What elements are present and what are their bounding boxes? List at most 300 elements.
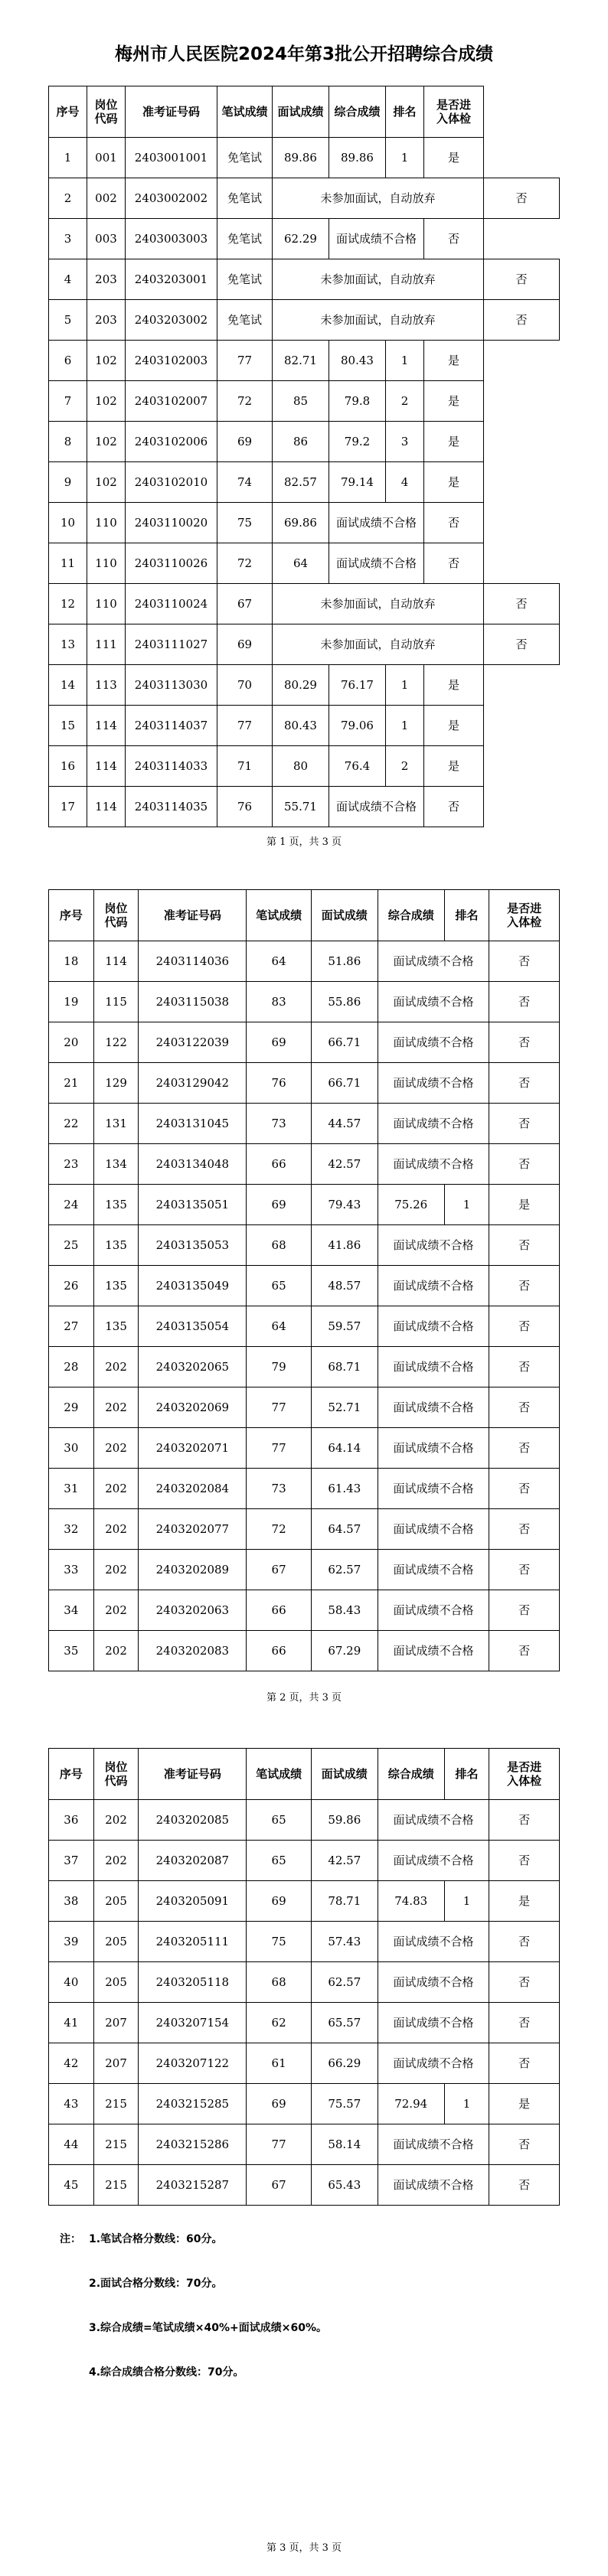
cell-physical-exam: 否 [489,1387,560,1428]
cell-remark: 未参加面试，自动放弃 [273,300,484,341]
column-header: 面试成绩 [311,890,378,941]
cell-written-score: 66 [247,1590,312,1631]
column-header: 排名 [444,1749,489,1800]
cell-written-score: 69 [247,1022,312,1063]
cell-written-score: 67 [247,2165,312,2206]
table-row [49,219,560,259]
table-row [49,2043,560,2084]
cell-interview-score: 62.57 [311,1550,378,1590]
cell-number: 44 [49,2124,94,2165]
cell-remark: 面试成绩不合格 [378,1225,489,1266]
cell-number: 14 [49,665,87,706]
cell-number: 27 [49,1306,94,1347]
column-header: 岗位 代码 [87,86,126,138]
cell-position-code: 202 [93,1347,139,1387]
cell-exam-id: 2403114037 [126,706,217,746]
cell-total-score: 76.4 [329,746,386,787]
cell-written-score: 77 [247,2124,312,2165]
cell-physical-exam: 否 [489,1428,560,1469]
cell-number: 22 [49,1104,94,1144]
cell-position-code: 110 [87,584,126,624]
cell-remark: 面试成绩不合格 [378,1266,489,1306]
cell-written-score: 71 [217,746,273,787]
table-row [49,2084,560,2124]
table-row [49,1306,560,1347]
cell-written-score: 83 [247,982,312,1022]
cell-physical-exam: 是 [424,138,484,178]
cell-exam-id: 2403131045 [139,1104,247,1144]
score-table-page-3 [48,1748,560,2206]
cell-remark: 面试成绩不合格 [378,1387,489,1428]
note-item: 2.面试合格分数线：70分。 [89,2278,223,2290]
table-row [49,584,560,624]
table-row [49,1962,560,2003]
cell-interview-score: 89.86 [273,138,329,178]
cell-exam-id: 2403202077 [139,1509,247,1550]
cell-written-score: 73 [247,1469,312,1509]
page-footer-3: 第 3 页，共 3 页 [266,2542,342,2554]
cell-position-code: 205 [93,1962,139,2003]
cell-rank: 1 [444,1881,489,1922]
cell-position-code: 202 [93,1387,139,1428]
cell-interview-score: 55.86 [311,982,378,1022]
cell-number: 36 [49,1800,94,1841]
table-row [49,2124,560,2165]
column-header: 岗位 代码 [93,1749,139,1800]
cell-interview-score: 85 [273,381,329,422]
cell-position-code: 003 [87,219,126,259]
table-row [49,624,560,665]
table-row [49,1428,560,1469]
note-item: 4.综合成绩合格分数线：70分。 [89,2366,244,2379]
column-header: 准考证号码 [139,890,247,941]
cell-interview-score: 48.57 [311,1266,378,1306]
cell-number: 8 [49,422,87,462]
cell-physical-exam: 否 [484,259,560,300]
cell-physical-exam: 是 [489,1881,560,1922]
cell-exam-id: 2403003003 [126,219,217,259]
column-header: 面试成绩 [273,86,329,138]
cell-written-score: 免笔试 [217,300,273,341]
table-row [49,422,560,462]
cell-number: 24 [49,1185,94,1225]
table-row [49,178,560,219]
cell-remark: 面试成绩不合格 [378,1962,489,2003]
cell-exam-id: 2403002002 [126,178,217,219]
cell-total-score: 79.14 [329,462,386,503]
cell-exam-id: 2403202084 [139,1469,247,1509]
cell-interview-score: 68.71 [311,1347,378,1387]
column-header: 序号 [49,1749,94,1800]
cell-interview-score: 66.71 [311,1063,378,1104]
cell-remark: 面试成绩不合格 [378,1631,489,1671]
cell-interview-score: 57.43 [311,1922,378,1962]
table-row [49,1144,560,1185]
cell-total-score: 74.83 [378,1881,444,1922]
cell-written-score: 66 [247,1144,312,1185]
note-line-1 [60,2232,550,2276]
cell-interview-score: 78.71 [311,1881,378,1922]
page-title: 梅州市人民医院2024年第3批公开招聘综合成绩 [114,44,494,64]
cell-physical-exam: 否 [489,941,560,982]
cell-interview-score: 64 [273,543,329,584]
cell-position-code: 202 [93,1550,139,1590]
column-header: 准考证号码 [126,86,217,138]
table-row [49,1509,560,1550]
cell-position-code: 203 [87,259,126,300]
cell-remark: 面试成绩不合格 [378,1469,489,1509]
cell-remark: 面试成绩不合格 [329,787,424,827]
cell-physical-exam: 否 [484,624,560,665]
cell-exam-id: 2403122039 [139,1022,247,1063]
cell-position-code: 102 [87,381,126,422]
cell-position-code: 102 [87,341,126,381]
cell-rank: 3 [386,422,424,462]
cell-number: 41 [49,2003,94,2043]
cell-exam-id: 2403202069 [139,1387,247,1428]
column-header: 准考证号码 [139,1749,247,1800]
cell-physical-exam: 否 [489,1841,560,1881]
cell-interview-score: 41.86 [311,1225,378,1266]
cell-exam-id: 2403102010 [126,462,217,503]
cell-position-code: 114 [87,787,126,827]
note-item: 3.综合成绩=笔试成绩×40%+面试成绩×60%。 [89,2322,328,2334]
cell-number: 21 [49,1063,94,1104]
cell-interview-score: 66.71 [311,1022,378,1063]
cell-written-score: 75 [217,503,273,543]
cell-exam-id: 2403102006 [126,422,217,462]
cell-rank: 1 [386,138,424,178]
note-line-4 [60,2365,550,2409]
cell-total-score: 89.86 [329,138,386,178]
cell-physical-exam: 否 [489,1590,560,1631]
cell-exam-id: 2403114036 [139,941,247,982]
cell-remark: 未参加面试，自动放弃 [273,259,484,300]
cell-exam-id: 2403102007 [126,381,217,422]
cell-exam-id: 2403202071 [139,1428,247,1469]
cell-remark: 面试成绩不合格 [378,1428,489,1469]
cell-position-code: 135 [93,1185,139,1225]
cell-number: 17 [49,787,87,827]
cell-interview-score: 55.71 [273,787,329,827]
cell-number: 38 [49,1881,94,1922]
cell-physical-exam: 是 [424,665,484,706]
cell-physical-exam: 否 [424,219,484,259]
cell-position-code: 001 [87,138,126,178]
table-row [49,1922,560,1962]
cell-interview-score: 42.57 [311,1841,378,1881]
cell-position-code: 203 [87,300,126,341]
table-row [49,503,560,543]
notes-label: 注： [60,2233,81,2245]
cell-rank: 2 [386,381,424,422]
cell-number: 34 [49,1590,94,1631]
cell-exam-id: 2403202089 [139,1550,247,1590]
cell-written-score: 77 [247,1387,312,1428]
cell-number: 31 [49,1469,94,1509]
cell-physical-exam: 是 [424,341,484,381]
cell-written-score: 69 [247,1185,312,1225]
cell-number: 40 [49,1962,94,2003]
table-row [49,381,560,422]
cell-interview-score: 65.43 [311,2165,378,2206]
column-header: 面试成绩 [311,1749,378,1800]
column-header: 综合成绩 [378,1749,444,1800]
cell-written-score: 77 [217,706,273,746]
table-row [49,1022,560,1063]
cell-rank: 1 [386,706,424,746]
cell-position-code: 134 [93,1144,139,1185]
cell-interview-score: 52.71 [311,1387,378,1428]
note-item: 1.笔试合格分数线：60分。 [89,2233,223,2245]
cell-position-code: 202 [93,1509,139,1550]
cell-physical-exam: 否 [489,2003,560,2043]
cell-exam-id: 2403205118 [139,1962,247,2003]
cell-remark: 面试成绩不合格 [378,1841,489,1881]
table-row [49,1063,560,1104]
column-header: 笔试成绩 [247,1749,312,1800]
cell-position-code: 207 [93,2043,139,2084]
cell-position-code: 202 [93,1469,139,1509]
table-row [49,941,560,982]
cell-number: 10 [49,503,87,543]
cell-interview-score: 75.57 [311,2084,378,2124]
cell-rank: 1 [386,341,424,381]
score-table-page-1 [48,86,560,827]
cell-interview-score: 64.14 [311,1428,378,1469]
cell-number: 1 [49,138,87,178]
cell-physical-exam: 是 [489,2084,560,2124]
note-line-2 [60,2276,550,2320]
cell-interview-score: 82.57 [273,462,329,503]
cell-written-score: 65 [247,1800,312,1841]
table-row [49,1590,560,1631]
cell-number: 35 [49,1631,94,1671]
table-row [49,787,560,827]
notes-block [60,2232,550,2409]
cell-position-code: 202 [93,1631,139,1671]
cell-exam-id: 2403215287 [139,2165,247,2206]
cell-physical-exam: 否 [489,1509,560,1550]
cell-interview-score: 58.43 [311,1590,378,1631]
cell-physical-exam: 是 [424,706,484,746]
table-row [49,341,560,381]
cell-physical-exam: 是 [424,746,484,787]
cell-physical-exam: 否 [489,1104,560,1144]
header-row [49,86,560,138]
table-row [49,1347,560,1387]
cell-exam-id: 2403202087 [139,1841,247,1881]
cell-exam-id: 2403134048 [139,1144,247,1185]
cell-physical-exam: 否 [489,1469,560,1509]
cell-interview-score: 42.57 [311,1144,378,1185]
cell-written-score: 免笔试 [217,178,273,219]
cell-number: 26 [49,1266,94,1306]
cell-physical-exam: 否 [489,1962,560,2003]
cell-exam-id: 2403207154 [139,2003,247,2043]
cell-total-score: 79.06 [329,706,386,746]
cell-position-code: 113 [87,665,126,706]
table-row [49,982,560,1022]
cell-position-code: 102 [87,462,126,503]
cell-total-score: 80.43 [329,341,386,381]
cell-remark: 未参加面试，自动放弃 [273,584,484,624]
cell-remark: 面试成绩不合格 [378,2043,489,2084]
table-row [49,1881,560,1922]
cell-position-code: 110 [87,543,126,584]
table-row [49,543,560,584]
cell-interview-score: 66.29 [311,2043,378,2084]
cell-exam-id: 2403202085 [139,1800,247,1841]
cell-written-score: 74 [217,462,273,503]
cell-exam-id: 2403110026 [126,543,217,584]
cell-exam-id: 2403114035 [126,787,217,827]
cell-physical-exam: 否 [489,1266,560,1306]
cell-written-score: 61 [247,2043,312,2084]
table-row [49,1185,560,1225]
cell-position-code: 114 [87,746,126,787]
cell-written-score: 免笔试 [217,138,273,178]
cell-physical-exam: 是 [424,462,484,503]
cell-number: 39 [49,1922,94,1962]
table-row [49,665,560,706]
cell-rank: 1 [386,665,424,706]
cell-position-code: 114 [93,941,139,982]
cell-remark: 面试成绩不合格 [378,1590,489,1631]
cell-exam-id: 2403203001 [126,259,217,300]
cell-written-score: 79 [247,1347,312,1387]
cell-physical-exam: 否 [489,982,560,1022]
cell-physical-exam: 否 [484,584,560,624]
cell-position-code: 215 [93,2084,139,2124]
cell-written-score: 免笔试 [217,259,273,300]
cell-number: 4 [49,259,87,300]
cell-physical-exam: 否 [489,1347,560,1387]
table-row [49,2165,560,2206]
table-row [49,1387,560,1428]
cell-number: 23 [49,1144,94,1185]
table-row [49,300,560,341]
cell-rank: 4 [386,462,424,503]
cell-exam-id: 2403207122 [139,2043,247,2084]
cell-physical-exam: 否 [489,1063,560,1104]
cell-remark: 面试成绩不合格 [378,1922,489,1962]
column-header: 序号 [49,890,94,941]
cell-position-code: 207 [93,2003,139,2043]
column-header: 岗位 代码 [93,890,139,941]
cell-remark: 面试成绩不合格 [378,1550,489,1590]
cell-physical-exam: 否 [484,178,560,219]
cell-physical-exam: 否 [424,787,484,827]
table-row [49,706,560,746]
cell-interview-score: 62.29 [273,219,329,259]
cell-written-score: 65 [247,1841,312,1881]
table-row [49,746,560,787]
cell-exam-id: 2403135049 [139,1266,247,1306]
cell-written-score: 76 [247,1063,312,1104]
cell-position-code: 135 [93,1225,139,1266]
cell-physical-exam: 否 [489,2165,560,2206]
cell-remark: 面试成绩不合格 [329,543,424,584]
cell-interview-score: 51.86 [311,941,378,982]
cell-interview-score: 44.57 [311,1104,378,1144]
cell-written-score: 66 [247,1631,312,1671]
cell-written-score: 68 [247,1225,312,1266]
cell-total-score: 76.17 [329,665,386,706]
table-row [49,1225,560,1266]
header-row [49,1749,560,1800]
column-header: 笔试成绩 [217,86,273,138]
cell-written-score: 62 [247,2003,312,2043]
cell-position-code: 215 [93,2165,139,2206]
table-row [49,462,560,503]
cell-physical-exam: 否 [424,503,484,543]
cell-physical-exam: 否 [489,1144,560,1185]
cell-physical-exam: 是 [489,1185,560,1225]
table-row [49,1104,560,1144]
cell-interview-score: 79.43 [311,1185,378,1225]
cell-physical-exam: 是 [424,422,484,462]
cell-written-score: 70 [217,665,273,706]
table-row [49,1841,560,1881]
cell-number: 11 [49,543,87,584]
cell-exam-id: 2403205111 [139,1922,247,1962]
cell-remark: 面试成绩不合格 [378,2124,489,2165]
cell-interview-score: 80 [273,746,329,787]
cell-interview-score: 58.14 [311,2124,378,2165]
cell-interview-score: 64.57 [311,1509,378,1550]
cell-interview-score: 59.86 [311,1800,378,1841]
cell-position-code: 129 [93,1063,139,1104]
cell-physical-exam: 否 [489,2124,560,2165]
cell-remark: 面试成绩不合格 [378,1347,489,1387]
column-header: 排名 [386,86,424,138]
cell-exam-id: 2403202063 [139,1590,247,1631]
cell-total-score: 79.8 [329,381,386,422]
cell-interview-score: 59.57 [311,1306,378,1347]
cell-interview-score: 67.29 [311,1631,378,1671]
cell-number: 37 [49,1841,94,1881]
cell-position-code: 202 [93,1590,139,1631]
table-row [49,259,560,300]
cell-exam-id: 2403129042 [139,1063,247,1104]
cell-number: 25 [49,1225,94,1266]
table-row [49,1266,560,1306]
cell-exam-id: 2403115038 [139,982,247,1022]
cell-number: 16 [49,746,87,787]
cell-exam-id: 2403135051 [139,1185,247,1225]
table-row [49,1469,560,1509]
cell-written-score: 72 [247,1509,312,1550]
score-table-page-2 [48,889,560,1671]
cell-position-code: 202 [93,1800,139,1841]
column-header: 笔试成绩 [247,890,312,941]
cell-rank: 1 [444,1185,489,1225]
cell-physical-exam: 否 [489,1922,560,1962]
cell-written-score: 65 [247,1266,312,1306]
cell-physical-exam: 否 [489,1022,560,1063]
cell-number: 15 [49,706,87,746]
cell-number: 13 [49,624,87,665]
cell-number: 19 [49,982,94,1022]
page-footer-1: 第 1 页，共 3 页 [266,836,342,848]
cell-number: 32 [49,1509,94,1550]
cell-written-score: 免笔试 [217,219,273,259]
cell-number: 3 [49,219,87,259]
cell-interview-score: 86 [273,422,329,462]
cell-position-code: 205 [93,1922,139,1962]
cell-exam-id: 2403001001 [126,138,217,178]
